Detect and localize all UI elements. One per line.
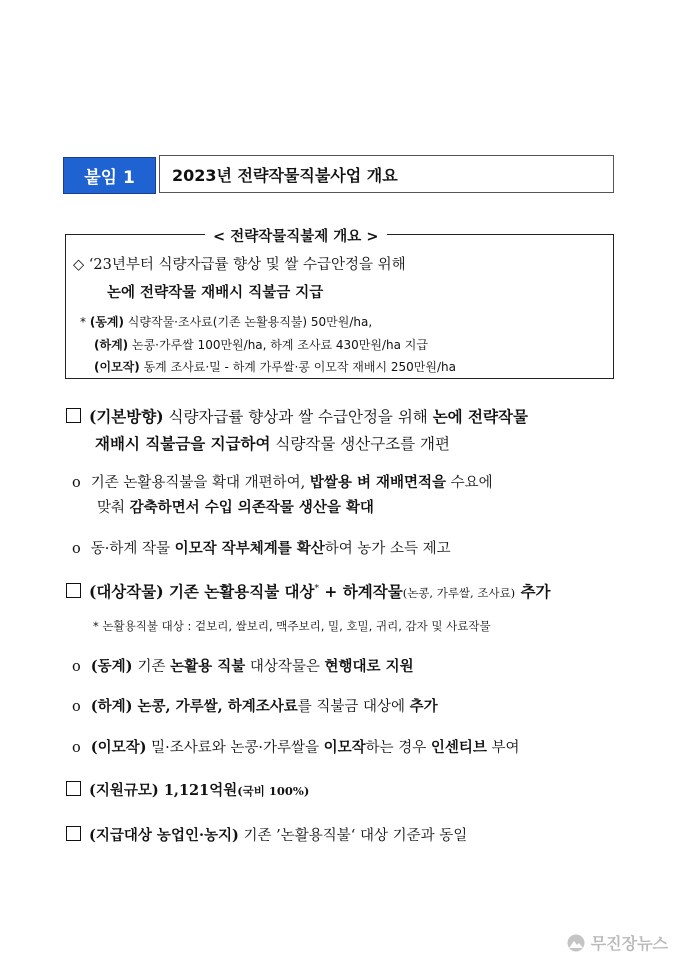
winter-label: (동계)	[89, 315, 124, 329]
checkbox-square-icon	[66, 826, 81, 841]
bullet5-text2: 하는 경우	[365, 740, 431, 756]
target-crops-note: * 논활용직불 대상 : 겉보리, 쌀보리, 맥주보리, 밀, 호밀, 귀리, 감자 및 사료작물	[93, 619, 491, 633]
bullet5-text1: 밀·조사료와 논콩·가루쌀을	[146, 740, 324, 756]
section-support-scale	[66, 779, 309, 800]
bullet-expand-line1	[72, 471, 493, 492]
bullet-expand-line2	[97, 496, 374, 517]
bullet3-label: (동계)	[90, 658, 138, 675]
circle-bullet-icon: o	[72, 541, 81, 557]
watermark	[566, 931, 668, 954]
bullet-summer	[72, 695, 438, 716]
summary-title: < 전략작물직불제 개요 >	[205, 225, 387, 246]
circle-bullet-icon: o	[72, 659, 81, 675]
mountain-logo-icon	[566, 934, 586, 952]
bullet1-text2: 수요에	[446, 475, 493, 491]
target-crops-add: 추가	[515, 582, 551, 601]
eligibility-text: 기존 ’논활용직불‘ 대상 기준과 동일	[238, 828, 468, 844]
summer-text: 논콩·가루쌀 100만원/ha, 하계 조사료 430만원/ha 지급	[128, 338, 428, 352]
bullet1-bold1: 밥쌀용 벼 재배면적을	[309, 474, 447, 491]
summary-summer-line	[94, 336, 428, 353]
basic-direction-bold1: 논에 전략작물	[432, 407, 528, 426]
bullet4-text: 를 직불금 대상에	[297, 699, 410, 715]
section-basic-direction-line1	[66, 405, 528, 427]
summer-label: (하계)	[94, 338, 129, 352]
circle-bullet-icon: o	[72, 740, 81, 756]
bullet1-bold2: 감축하면서 수입 의존작물 생산을 확대	[129, 499, 374, 516]
bullet4-bold2: 추가	[409, 698, 438, 715]
bullet2-text2: 하여 농가 소득 제고	[324, 541, 451, 557]
support-scale-funding: (국비 100%)	[237, 784, 310, 798]
target-crops-summer: + 하계작물	[319, 582, 403, 601]
bullet5-bold2: 인센티브	[430, 739, 487, 756]
bullet1-text1: 기존 논활용직불을 확대 개편하여,	[90, 475, 310, 491]
double-text: 동계 조사료·밀 - 하계 가루쌀·콩 이모작 재배시 250만원/ha	[139, 360, 456, 374]
winter-text: 식량작물·조사료(기존 논활용직불) 50만원/ha,	[123, 315, 373, 329]
checkbox-square-icon	[66, 781, 81, 796]
basic-direction-label: (기본방향)	[89, 407, 164, 426]
circle-bullet-icon: o	[72, 699, 81, 715]
summary-double-line	[94, 358, 456, 375]
target-crops-label: (대상작물) 기존 논활용직불 대상	[89, 582, 315, 601]
double-label: (이모작)	[94, 360, 140, 374]
bullet2-bold: 이모작 작부체계를 확산	[174, 540, 325, 557]
note-asterisk: *	[80, 315, 90, 329]
target-crops-asterisk: *	[314, 583, 320, 594]
basic-direction-bold2: 재배시 직불금을 지급하여	[95, 434, 271, 453]
eligibility-label: (지급대상 농업인·농지)	[89, 827, 239, 844]
bullet5-label: (이모작)	[90, 739, 147, 756]
bullet-winter	[72, 655, 414, 676]
bullet3-text2: 대상작물은	[245, 659, 325, 675]
attachment-badge: 붙임 1	[63, 157, 156, 194]
summary-intro-line1: ◇ ‘23년부터 식량자급률 향상 및 쌀 수급안정을 위해	[73, 257, 406, 273]
support-scale-label: (지원규모)	[89, 782, 164, 799]
watermark-text: 무진장뉴스	[590, 934, 668, 953]
bullet3-text1: 기존	[137, 659, 171, 675]
document-title: 2023년 전략작물직불사업 개요	[159, 155, 614, 193]
basic-direction-text1: 식량자급률 향상과 쌀 수급안정을 위해	[163, 408, 433, 426]
bullet3-bold1: 논활용 직불	[170, 658, 246, 675]
bullet5-text3: 부여	[486, 740, 520, 756]
bullet5-bold1: 이모작	[323, 739, 366, 756]
summary-intro-line2: 논에 전략작물 재배시 직불금 지급	[107, 284, 324, 301]
circle-bullet-icon: o	[72, 475, 81, 491]
bullet-double-crop	[72, 537, 451, 558]
bullet2-text1: 동·하계 작물	[90, 541, 175, 557]
section-basic-direction-line2	[95, 432, 450, 454]
checkbox-square-icon	[66, 408, 81, 423]
checkbox-square-icon	[66, 583, 81, 598]
support-scale-unit: 억원	[209, 782, 238, 799]
bullet1-text3: 맞춰	[97, 500, 130, 516]
section-target-crops	[66, 580, 551, 602]
target-crops-list: (논콩, 가루쌀, 조사료)	[402, 586, 516, 600]
basic-direction-text2: 식량작물 생산구조를 개편	[270, 435, 450, 453]
support-scale-amount: 1,121	[163, 782, 210, 799]
bullet4-bold1: (하계) 논콩, 가루쌀, 하계조사료	[90, 698, 298, 715]
summary-winter-line	[80, 313, 372, 330]
section-eligibility	[66, 824, 467, 845]
bullet-double-crop-incentive	[72, 736, 520, 757]
bullet3-bold2: 현행대로 지원	[324, 658, 414, 675]
